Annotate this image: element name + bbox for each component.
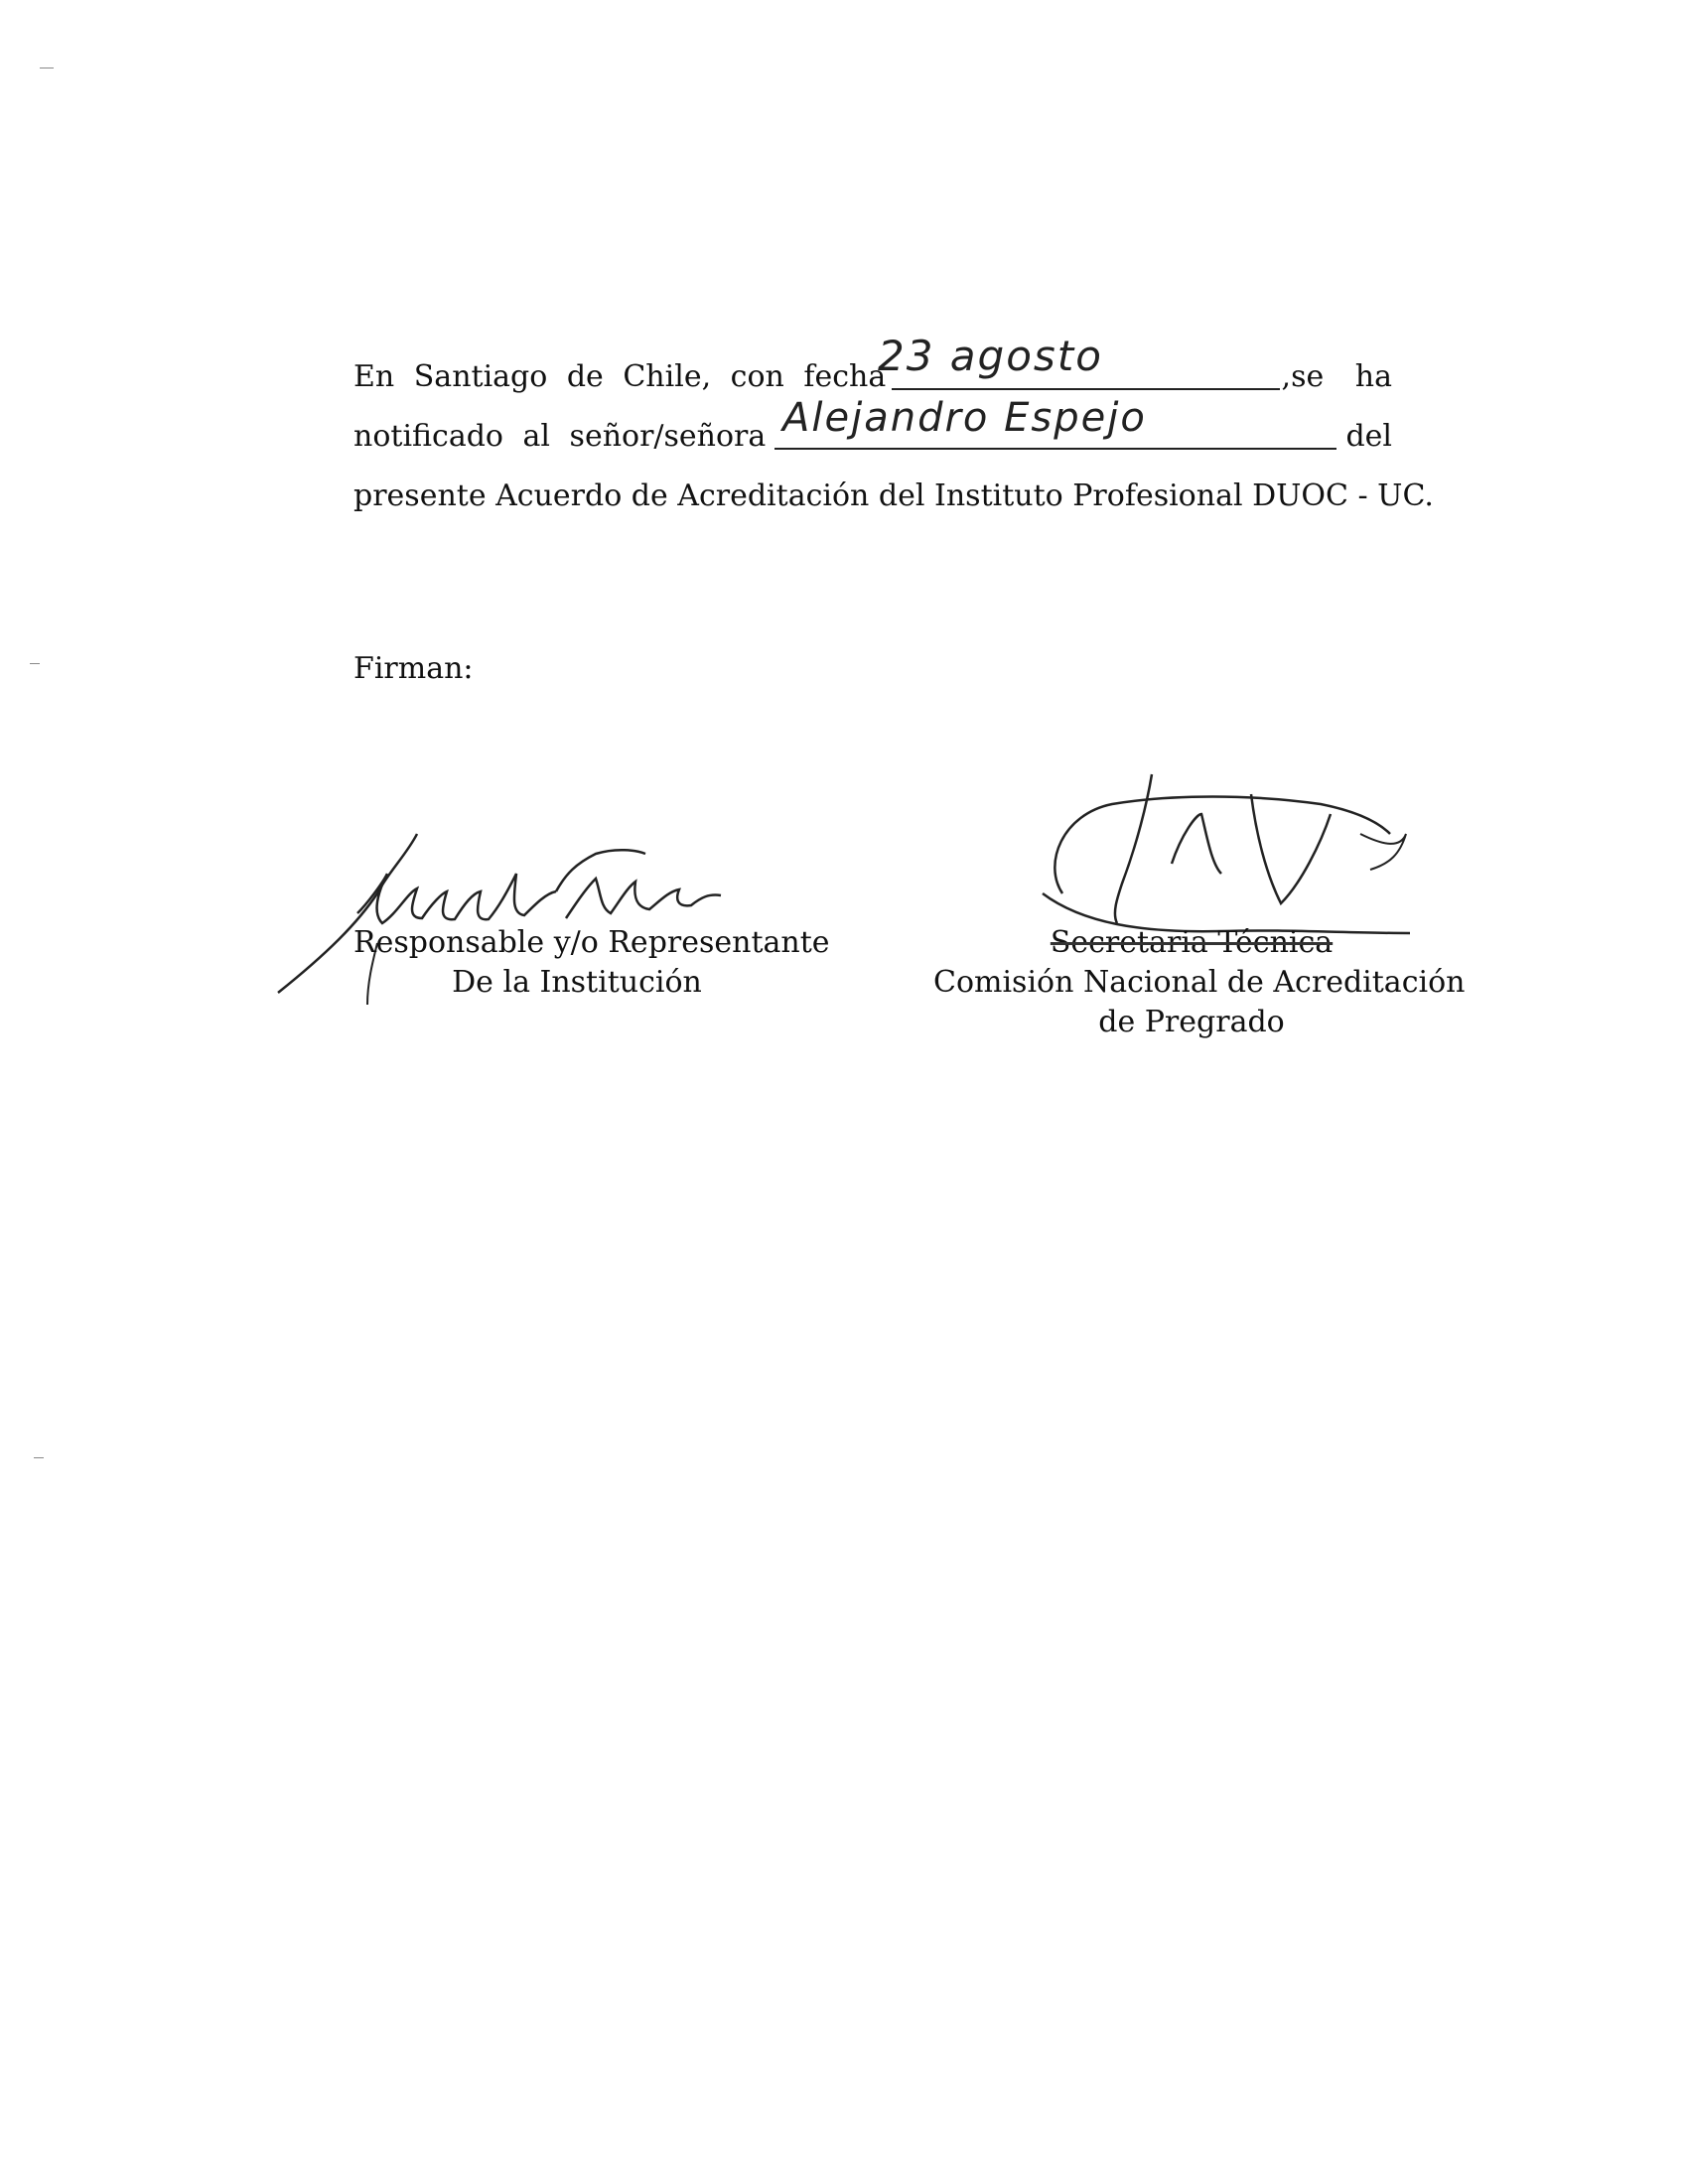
- notification-line-3: [353, 467, 1434, 526]
- signatory-left-subtitle: De la Institución: [452, 965, 702, 1000]
- firman-label: Firman:: [353, 651, 474, 686]
- signatory-right-title: Secretaria Técnica: [1050, 925, 1334, 960]
- handwritten-date: 23 agosto: [878, 332, 1103, 380]
- line2-suffix: del: [1345, 419, 1393, 454]
- signatory-right: [933, 923, 1466, 1042]
- scan-artifact: [30, 663, 40, 664]
- signatory-left: [353, 923, 830, 1003]
- line1-suffix: se ha: [1291, 359, 1392, 394]
- signatory-right-subtitle: Comisión Nacional de Acreditación: [933, 965, 1466, 1000]
- scan-artifact: [34, 1457, 44, 1458]
- line1-prefix: En Santiago de Chile, con fecha: [353, 359, 887, 394]
- signatory-right-subtitle2: de Pregrado: [1098, 1005, 1285, 1039]
- line2-prefix: notificado al señor/señora: [353, 419, 767, 454]
- handwritten-name: Alejandro Espejo: [782, 395, 1147, 441]
- line3-text: presente Acuerdo de Acreditación del Instituto Profesional DUOC - UC.: [353, 478, 1434, 513]
- signatory-left-title: Responsable y/o Representante: [353, 925, 830, 960]
- notification-line-1: En Santiago de Chile, con fecha , se ha: [353, 347, 1392, 407]
